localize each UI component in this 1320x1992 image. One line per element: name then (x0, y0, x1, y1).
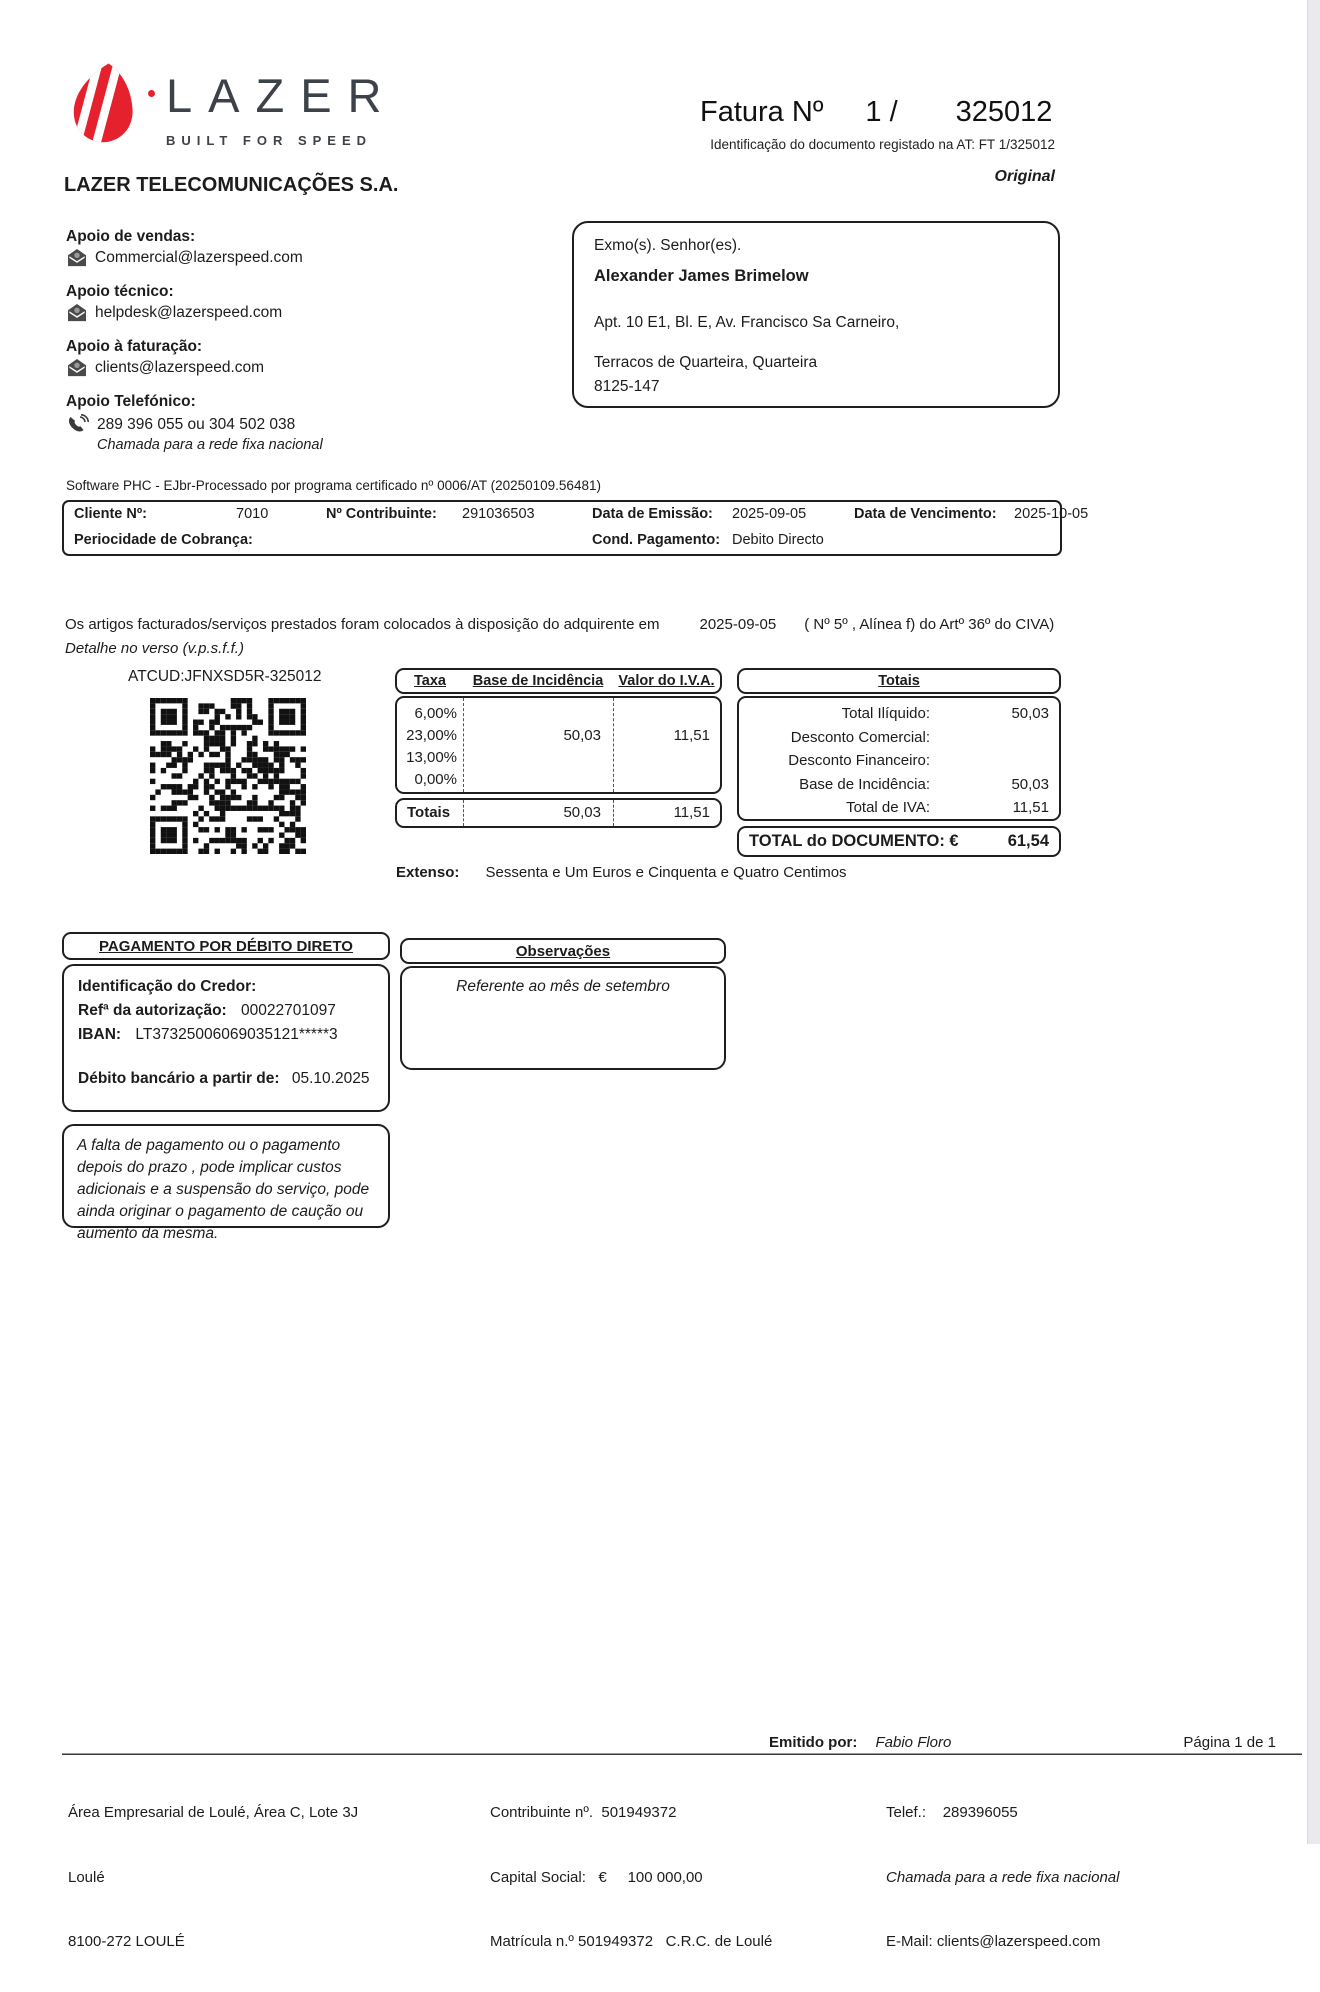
phone-support-label: Apoio Telefónico: (66, 393, 196, 410)
email-icon (66, 249, 88, 267)
issue-date-label: Data de Emissão: (592, 506, 713, 522)
observations-title: Observações (515, 942, 611, 960)
debit-date-value: 05.10.2025 (291, 1070, 370, 1087)
tax-base: 50,03 (563, 727, 601, 744)
billing-support-label: Apoio à faturação: (66, 338, 203, 355)
totals-box-header (737, 668, 1061, 694)
iban-label: IBAN: (78, 1026, 122, 1043)
verso-note: Detalhe no verso (v.p.s.f.f.) (65, 640, 244, 657)
footer-vat-line: Contribuinte nº. 501949372 (490, 1804, 677, 1821)
lazer-flame-icon (62, 60, 150, 148)
sales-support-label: Apoio de vendas: (66, 228, 196, 245)
footer-capital-line: Capital Social: € 100 000,00 (490, 1868, 703, 1886)
extenso-value: Sessenta e Um Euros e Cinquenta e Quatro Centimos (485, 864, 847, 881)
customer-address-line1: Apt. 10 E1, Bl. E, Av. Francisco Sa Carneiro, (594, 314, 900, 331)
company-name: LAZER TELECOMUNICAÇÕES S.A. (64, 174, 399, 196)
page-indicator: Página 1 de 1 (1183, 1734, 1276, 1751)
tax-rate: 6,00% (414, 705, 457, 722)
total-gross-label: Total Ilíquido: (841, 705, 930, 722)
tax-col-header-base: Base de Incidência (472, 673, 604, 689)
tax-rate: 0,00% (414, 771, 457, 788)
document-total-value: 61,54 (1007, 832, 1049, 850)
tax-iva (614, 769, 710, 791)
financial-discount-value (944, 749, 1049, 773)
disposal-law-reference: ( Nº 5º , Alínea f) do Artº 36º do CIVA) (804, 616, 1055, 633)
client-info-bar (62, 500, 1089, 556)
tax-base-total-value: 50,03 (1011, 775, 1049, 793)
commercial-discount-label: Desconto Comercial: (790, 728, 930, 746)
iban-value: LT37325006069035121*****3 (135, 1026, 338, 1043)
footer-phone-line: Telef.: 289396055 (886, 1804, 1018, 1821)
direct-debit-body (62, 964, 390, 1112)
phone-support-number: 289 396 055 ou 304 502 038 (97, 416, 296, 433)
totals-box-body (737, 696, 1061, 821)
invoice-title: Fatura Nº (700, 96, 824, 128)
observations-body: Referente ao mês de setembro (400, 966, 726, 1070)
vat-number-value: 291036503 (462, 506, 535, 522)
footer-address-line: Área Empresarial de Loulé, Área C, Lote 3J (68, 1804, 359, 1821)
debit-date-label: Débito bancário a partir de: (78, 1070, 280, 1087)
email-icon (66, 304, 88, 322)
tax-table-header (395, 668, 722, 694)
totals-box-title: Totais (878, 673, 920, 689)
sales-support-email: Commercial@lazerspeed.com (95, 249, 303, 266)
document-total-label: TOTAL do DOCUMENTO: € (749, 832, 959, 850)
customer-postal-code: 8125-147 (594, 378, 660, 395)
tax-iva (614, 703, 710, 725)
authorization-ref-value: 00022701097 (241, 1002, 336, 1019)
customer-salutation: Exmo(s). Senhor(es). (594, 237, 742, 254)
tax-iva (614, 747, 710, 769)
total-iva-value: 11,51 (1012, 799, 1049, 816)
qr-code (150, 698, 306, 854)
tax-rate: 23,00% (406, 727, 457, 744)
tax-totals-iva: 11,51 (613, 800, 720, 826)
total-gross-value: 50,03 (1011, 705, 1049, 722)
issued-by-label: Emitido por: (769, 1734, 858, 1751)
due-date-value: 2025-10-05 (1014, 506, 1089, 522)
tax-col-header-taxa: Taxa (414, 673, 446, 689)
billing-support-email: clients@lazerspeed.com (95, 359, 265, 376)
billing-periodicity-label: Periocidade de Cobrança: (74, 532, 253, 548)
invoice-number: 325012 (955, 96, 1053, 128)
tax-base (464, 703, 601, 725)
tax-totals-base: 50,03 (463, 800, 613, 826)
footer-address-line: 8100-272 LOULÉ (68, 1933, 185, 1950)
email-icon (66, 359, 88, 377)
tax-rate: 13,00% (406, 749, 457, 766)
tax-totals-label: Totais (407, 804, 451, 821)
footer-divider (62, 1753, 1302, 1755)
footer-registry-line: Matrícula n.º 501949372 C.R.C. de Loulé (490, 1933, 773, 1950)
tax-base (464, 747, 601, 769)
tax-base (464, 769, 601, 791)
disposal-date: 2025-09-05 (699, 616, 777, 633)
footer-phone-note: Chamada para a rede fixa nacional (886, 1868, 1120, 1886)
contacts-section (66, 228, 486, 469)
copy-type: Original (994, 168, 1055, 185)
due-date-label: Data de Vencimento: (854, 506, 997, 522)
company-logo (62, 60, 398, 148)
document-total-box (737, 826, 1061, 857)
creditor-id-label: Identificação do Credor: (78, 978, 257, 995)
tax-col-header-iva: Valor do I.V.A. (618, 673, 715, 689)
footer-address-column (68, 1764, 358, 1992)
direct-debit-title: PAGAMENTO POR DÉBITO DIRETO (99, 937, 353, 955)
tech-support-label: Apoio técnico: (66, 283, 174, 300)
brand-tagline: BUILT FOR SPEED (166, 133, 373, 148)
footer-address-line: Loulé (68, 1868, 105, 1886)
phone-note: Chamada para a rede fixa nacional (97, 437, 323, 453)
payment-terms-label: Cond. Pagamento: (592, 532, 721, 548)
extenso-label: Extenso: (396, 864, 460, 881)
tax-base-total-label: Base de Incidência: (799, 775, 930, 793)
invoice-series: 1 / (865, 96, 898, 128)
footer-legal-column (490, 1764, 772, 1992)
customer-address-line2: Terracos de Quarteira, Quarteira (594, 354, 818, 371)
footer-contact-column (886, 1764, 1119, 1992)
phone-icon (66, 414, 90, 436)
at-registration: Identificação do documento registado na AT: FT 1/325012 (710, 137, 1055, 152)
tech-support-email: helpdesk@lazerspeed.com (95, 304, 283, 321)
brand-accent-dot (148, 90, 155, 97)
vat-number-label: Nº Contribuinte: (326, 506, 437, 522)
customer-name: Alexander James Brimelow (594, 267, 809, 285)
late-payment-warning: A falta de pagamento ou o pagamento depois do prazo , pode implicar custos adicionais e a suspensão do serviço, pode ainda originar o pagamento de caução ou aumento da mesma. (62, 1124, 390, 1228)
financial-discount-label: Desconto Financeiro: (788, 752, 930, 769)
client-number-label: Cliente Nº: (74, 506, 147, 522)
software-certification-note: Software PHC - EJbr-Processado por programa certificado nº 0006/AT (20250109.56481) (66, 478, 601, 493)
observations-header (400, 938, 726, 964)
issued-by-value: Fabio Floro (875, 1734, 952, 1751)
total-iva-label: Total de IVA: (846, 799, 930, 816)
tax-table-totals (395, 798, 722, 828)
commercial-discount-value (944, 726, 1049, 750)
page-edge (1307, 0, 1320, 1844)
atcud-code: ATCUD:JFNXSD5R-325012 (128, 668, 322, 685)
authorization-ref-label: Refª da autorização: (78, 1002, 227, 1019)
tax-table-body (395, 696, 722, 794)
payment-terms-value: Debito Directo (732, 532, 824, 548)
customer-address-box (572, 221, 1060, 408)
footer-email-line: E-Mail: clients@lazerspeed.com (886, 1933, 1101, 1950)
tax-iva: 11,51 (673, 727, 710, 744)
brand-name: LAZER (166, 69, 398, 122)
disposal-text: Os artigos facturados/serviços prestados foram colocados à disposição do adquirente em (65, 616, 660, 633)
direct-debit-header (62, 932, 390, 960)
client-number-value: 7010 (236, 506, 269, 522)
issue-date-value: 2025-09-05 (732, 506, 807, 522)
